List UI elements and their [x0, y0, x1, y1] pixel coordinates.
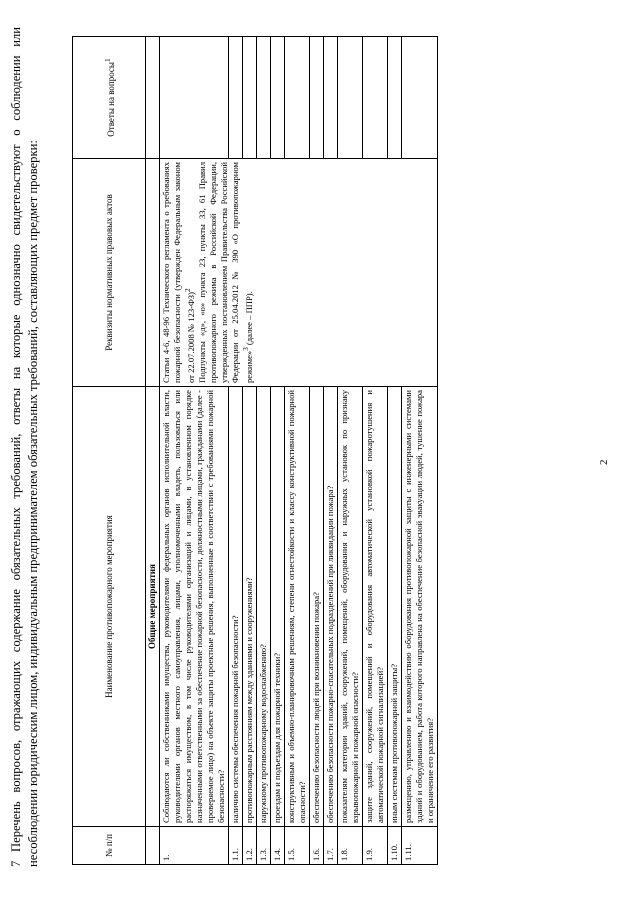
row-number: 1.11.	[402, 827, 438, 865]
table-row	[160, 37, 229, 865]
row-question: противопожарным расстояниям между зданиями и сооружениями?	[243, 387, 257, 827]
section-answer-cell	[146, 37, 160, 159]
section-title: Общие мероприятия	[146, 387, 160, 827]
row-question: размещению, управлению и взаимодействию оборудования противопожарной защиты с инженерными системами зданий и оборудованием, работа которого направлена на обеспечение безопасной эвакуации людей, тушение пожара и ограничение его развития?	[402, 387, 438, 827]
answer-cell	[310, 37, 324, 159]
row-number: 1.8.	[338, 827, 363, 865]
answer-cell	[285, 37, 310, 159]
row-question: показателям категории зданий, сооружений, помещений, оборудования и наружных установок по признаку взрывопожарной и пожарной опасности?	[338, 387, 363, 827]
answer-cell	[243, 37, 257, 159]
row-number: 1.5.	[285, 827, 310, 865]
row-number: 1.3.	[257, 827, 271, 865]
section-num-cell	[146, 827, 160, 865]
answer-cell	[271, 37, 285, 159]
answer-cell	[229, 37, 243, 159]
row-number: 1.2.	[243, 827, 257, 865]
answer-cell	[363, 37, 388, 159]
footnote-mark-2: 2	[184, 288, 192, 293]
ref-part1: Статьи 4-6, 48-96 Технического регламента о требованиях пожарной безопасности (утвержден Федеральным законом от 22.07.2008 № 123-ФЗ)	[161, 162, 196, 383]
header-answers-label: Ответы на вопросы	[105, 62, 116, 137]
row-number: 1.9.	[363, 827, 388, 865]
header-name: Наименование противопожарного мероприятия	[73, 387, 146, 827]
ref-part2-tail: (далее – ППР).	[243, 291, 254, 348]
answer-cell	[402, 37, 438, 159]
answer-cell	[388, 37, 402, 159]
page-number: 2	[598, 459, 610, 465]
row-question: Соблюдаются ли собственниками имущества, руководителями федеральных органов исполнительной власти, руководителями органов местного самоуправления, лицами, уполномоченными владеть, пользоваться или распоряжаться имуществом, в том числе руководителями организаций и лицами, в установленном порядке назначенными ответственными за обеспечение пожарной безопасности, должностными лицами, гражданами (далее - проверяемое лицо) на объекте защиты проектные решения, выполненные в соответствии с требованиями пожарной безопасности?	[160, 387, 229, 827]
row-question: проездам и подъездам для пожарной техники?	[271, 387, 285, 827]
row-question: наличию системы обеспечения пожарной безопасности?	[229, 387, 243, 827]
answer-cell	[160, 37, 229, 159]
section-refs-cell	[146, 159, 160, 387]
header-answers	[73, 37, 146, 159]
row-question: защите зданий, сооружений, помещений и оборудования автоматической установкой пожаротушения и автоматической пожарной сигнализацией?	[363, 387, 388, 827]
answer-cell	[324, 37, 338, 159]
row-number: 1.10.	[388, 827, 402, 865]
row-question: наружному противопожарному водоснабжению?	[257, 387, 271, 827]
row-question: обеспечению безопасности людей при возникновении пожара?	[310, 387, 324, 827]
row-question: иным системам противопожарной защиты?	[388, 387, 402, 827]
footnote-mark-3: 3	[241, 347, 250, 351]
section-row	[146, 37, 160, 865]
answer-cell	[257, 37, 271, 159]
row-question: обеспечению безопасности пожарно-спасательных подразделений при ликвидации пожара?	[324, 387, 338, 827]
legal-references-cell	[160, 159, 438, 387]
header-refs: Реквизиты нормативных правовых актов	[73, 159, 146, 387]
row-number: 1.4.	[271, 827, 285, 865]
requirements-table	[72, 36, 438, 865]
row-number: 1.	[160, 827, 229, 865]
row-number: 1.1.	[229, 827, 243, 865]
table-body	[160, 37, 438, 865]
row-number: 1.6.	[310, 827, 324, 865]
table-header-row	[73, 37, 146, 865]
footnote-mark-1: 1	[102, 58, 112, 63]
row-number: 1.7.	[324, 827, 338, 865]
row-question: конструктивным и объемно-планировочным решениям, степени огнестойкости и классу конструктивной пожарной опасности?	[285, 387, 310, 827]
ref-part2: Подпункты «д», «о» пункта 23, пункты 33, 61 Правил противопожарного режима в Российской Федерации, утвержденных постановлением Правительства Российской Федерации от 25.04.2012 № 390 «О противопожарном режиме»	[196, 162, 254, 383]
header-num: № п/п	[73, 827, 146, 865]
document-heading: 7 Перечень вопросов, отражающих содержание обязательных требований, ответы на которые однозначно свидетельствуют о соблюдении или несоблюдении юридическим лицом, индивидуальным предпринимателем обязательных требований, составляющих предмет проверки:	[9, 27, 40, 867]
answer-cell	[338, 37, 363, 159]
